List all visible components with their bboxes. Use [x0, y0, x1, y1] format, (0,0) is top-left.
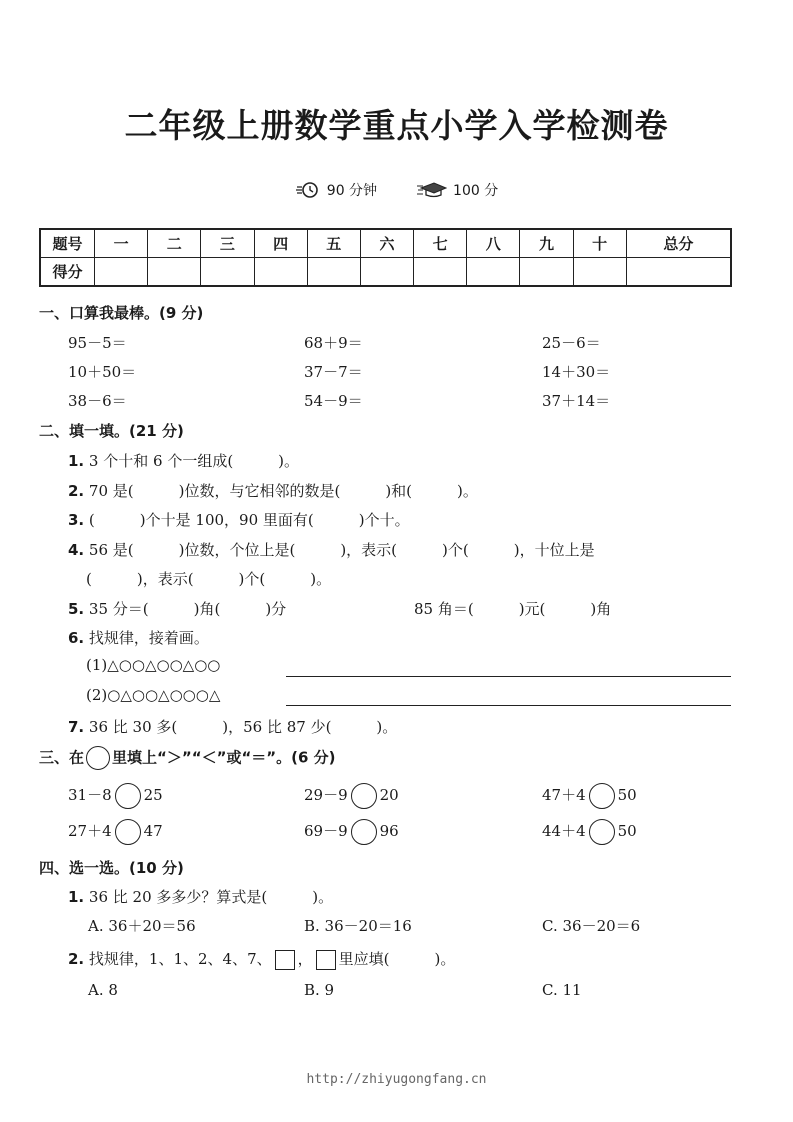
question-text: 36 比 30 多( )，56 比 87 少( )。: [88, 718, 398, 736]
question-text-end: 里应填( )。: [338, 950, 456, 968]
answer-circle[interactable]: [589, 783, 615, 809]
question-5b: 85 角＝( )元( )角: [414, 600, 612, 618]
answer-circle[interactable]: [589, 819, 615, 845]
header-cell: 十: [573, 229, 626, 258]
score-cell[interactable]: [467, 258, 520, 287]
pattern-2: (2)○△○○△○○○△: [86, 686, 221, 704]
compare-left: 29－9: [304, 786, 348, 804]
score-table: [39, 228, 732, 287]
compare-right: 96: [379, 822, 399, 840]
score-cell[interactable]: [520, 258, 573, 287]
question-4-continued: ( )，表示( )个( )。: [86, 570, 332, 588]
compare-left: 47＋4: [542, 786, 586, 804]
question-7: [68, 716, 397, 737]
question-text: 35 分＝( )角( )分: [88, 600, 287, 618]
choice-question-1: [68, 886, 333, 907]
option-c[interactable]: C. 11: [542, 981, 582, 999]
header-cell: 四: [254, 229, 307, 258]
question-number: 3.: [68, 511, 85, 529]
header-cell: 三: [201, 229, 254, 258]
answer-circle[interactable]: [351, 783, 377, 809]
question-number: 2.: [68, 950, 85, 968]
section1-heading: 一、口算我最棒。(9 分): [39, 304, 204, 322]
compare-item: [68, 819, 163, 845]
choice-question-2: [68, 948, 455, 970]
problem: 10＋50＝: [68, 363, 137, 381]
compare-right: 20: [379, 786, 399, 804]
answer-circle[interactable]: [351, 819, 377, 845]
score-cell[interactable]: [307, 258, 360, 287]
score-cell[interactable]: [95, 258, 148, 287]
score-cell[interactable]: [148, 258, 201, 287]
problem: 37＋14＝: [542, 392, 611, 410]
header-cell: 二: [148, 229, 201, 258]
score-cell[interactable]: [626, 258, 731, 287]
blank-circle-icon: [86, 746, 110, 770]
question-1: [68, 450, 299, 471]
question-number: 6.: [68, 629, 85, 647]
question-number: 5.: [68, 600, 85, 618]
header-cell: 五: [307, 229, 360, 258]
problem: 68＋9＝: [304, 334, 363, 352]
header-cell: 九: [520, 229, 573, 258]
header-cell: 七: [414, 229, 467, 258]
compare-left: 27＋4: [68, 822, 112, 840]
option-b[interactable]: B. 36－20＝16: [304, 917, 412, 935]
question-text: 找规律，1、1、2、4、7、: [88, 950, 272, 968]
score-cell[interactable]: [201, 258, 254, 287]
question-number: 1.: [68, 888, 85, 906]
question-6: [68, 627, 209, 648]
compare-right: 50: [617, 822, 637, 840]
compare-left: 44＋4: [542, 822, 586, 840]
separator: ，: [297, 950, 313, 968]
section2-heading: 二、填一填。(21 分): [39, 422, 184, 440]
question-3: [68, 509, 410, 530]
score-cell[interactable]: [573, 258, 626, 287]
option-a[interactable]: A. 8: [88, 981, 118, 999]
score-header-row: [40, 229, 731, 258]
page-title: 二年级上册数学重点小学入学检测卷: [124, 106, 669, 145]
problem: 37－7＝: [304, 363, 363, 381]
question-number: 4.: [68, 541, 85, 559]
problem: 38－6＝: [68, 392, 127, 410]
section3-heading: [39, 746, 336, 770]
question-text: 36 比 20 多多少？算式是( )。: [88, 888, 334, 906]
graduation-cap-icon: [417, 181, 447, 199]
pattern-1: (1)△○○△○○△○○: [86, 656, 221, 674]
question-text: 56 是( )位数，个位上是( )，表示( )个( )，十位上是: [88, 541, 595, 559]
header-cell: 六: [360, 229, 413, 258]
compare-item: [304, 819, 399, 845]
header-cell: 八: [467, 229, 520, 258]
option-c[interactable]: C. 36－20＝6: [542, 917, 641, 935]
compare-right: 50: [617, 786, 637, 804]
problem: 54－9＝: [304, 392, 363, 410]
question-4: [68, 539, 595, 560]
compare-item: [68, 783, 163, 809]
problem: 14＋30＝: [542, 363, 611, 381]
question-5: [68, 598, 286, 619]
score-entry-row: [40, 258, 731, 287]
question-text: 3 个十和 6 个一组成( )。: [88, 452, 300, 470]
compare-left: 69－9: [304, 822, 348, 840]
question-number: 1.: [68, 452, 85, 470]
exam-meta: [0, 180, 793, 200]
compare-item: [304, 783, 399, 809]
option-b[interactable]: B. 9: [304, 981, 335, 999]
compare-right: 47: [143, 822, 163, 840]
score-cell[interactable]: [254, 258, 307, 287]
clock-icon: [295, 181, 321, 199]
problem: 95－5＝: [68, 334, 127, 352]
question-number: 7.: [68, 718, 85, 736]
header-cell: 题号: [40, 229, 95, 258]
question-text: 70 是( )位数，与它相邻的数是( )和( )。: [88, 482, 478, 500]
score-cell[interactable]: [360, 258, 413, 287]
question-2: [68, 480, 478, 501]
section3-heading-prefix: 三、在: [39, 748, 85, 767]
problem: 25－6＝: [542, 334, 601, 352]
option-a[interactable]: A. 36＋20＝56: [88, 917, 196, 935]
answer-box[interactable]: [275, 950, 295, 970]
compare-left: 31－8: [68, 786, 112, 804]
compare-item: [542, 783, 637, 809]
score-label: 100 分: [453, 183, 499, 199]
section4-heading: 四、选一选。(10 分): [39, 859, 184, 877]
header-cell: 总分: [626, 229, 731, 258]
answer-circle[interactable]: [115, 819, 141, 845]
answer-circle[interactable]: [115, 783, 141, 809]
score-info: [417, 180, 498, 200]
section3-heading-suffix: 里填上“＞”“＜”或“＝”。(6 分): [112, 748, 336, 767]
answer-box[interactable]: [316, 950, 336, 970]
question-text: ( )个十是 100，90 里面有( )个十。: [88, 511, 410, 529]
answer-line[interactable]: [286, 676, 731, 677]
compare-right: 25: [143, 786, 163, 804]
question-number: 2.: [68, 482, 85, 500]
score-cell[interactable]: [414, 258, 467, 287]
question-text: 找规律，接着画。: [88, 629, 209, 647]
header-cell: 一: [95, 229, 148, 258]
time-info: [295, 180, 377, 200]
footer-url: http://zhiyugongfang.cn: [306, 1072, 487, 1087]
answer-line[interactable]: [286, 705, 731, 706]
compare-item: [542, 819, 637, 845]
score-row-label: 得分: [40, 258, 95, 287]
time-label: 90 分钟: [326, 183, 378, 199]
